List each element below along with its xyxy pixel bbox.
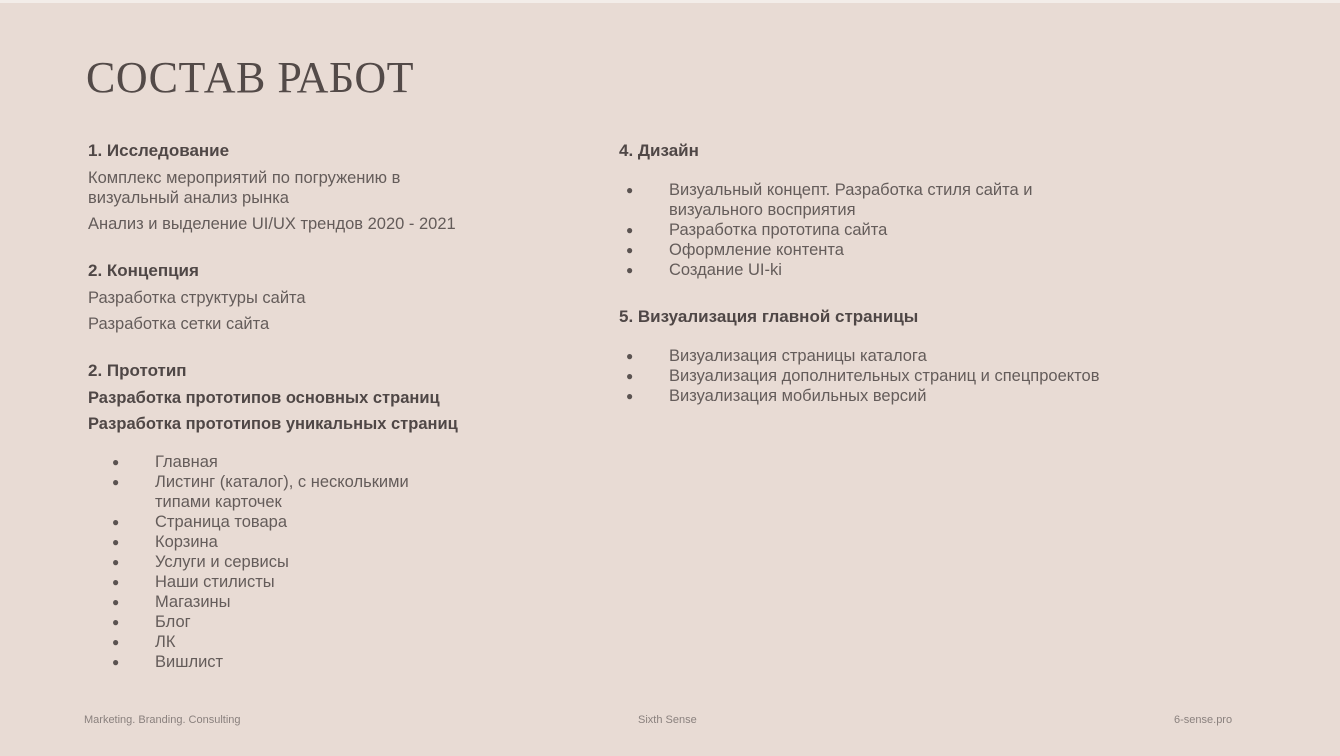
- list-item: [619, 366, 1259, 386]
- section-heading: 2. Концепция: [88, 261, 199, 280]
- bullet-icon: ●: [112, 615, 120, 629]
- section-concept: [88, 260, 568, 334]
- list-item-text: Страница товара: [155, 513, 288, 531]
- list-item-text: Визуальный концепт. Разработка стиля сайта и визуального восприятия: [669, 181, 1033, 219]
- section-text: Анализ и выделение UI/UX трендов 2020 - 2021: [88, 215, 456, 233]
- list-item-text: Визуализация дополнительных страниц и спецпроектов: [669, 367, 1100, 385]
- bullet-icon: ●: [112, 555, 120, 569]
- bullet-icon: ●: [626, 243, 634, 257]
- visualization-list: [619, 346, 1259, 406]
- list-item: [619, 220, 1259, 240]
- list-item-text: Магазины: [155, 593, 231, 611]
- section-heading: 5. Визуализация главной страницы: [619, 307, 919, 326]
- section-design: [619, 140, 1259, 280]
- list-item-text: Визуализация страницы каталога: [669, 347, 927, 365]
- section-heading: 4. Дизайн: [619, 141, 699, 160]
- bullet-icon: ●: [112, 655, 120, 669]
- section-text: Комплекс мероприятий по погружению в визуальный анализ рынка: [88, 169, 401, 207]
- list-item: [619, 240, 1259, 260]
- list-item-text: Наши стилисты: [155, 573, 275, 591]
- footer-website: 6-sense.pro: [1174, 714, 1233, 726]
- list-item-text: Разработка прототипа сайта: [669, 221, 888, 239]
- list-item: [88, 552, 568, 572]
- list-item: [619, 386, 1259, 406]
- list-item-text: Услуги и сервисы: [155, 553, 289, 571]
- prototype-pages-list: [88, 452, 568, 672]
- section-visualization: [619, 306, 1259, 406]
- section-bold-text: Разработка прототипов уникальных страниц: [88, 415, 458, 433]
- top-border: [0, 0, 1340, 3]
- list-item: [88, 592, 568, 612]
- list-item: [619, 346, 1259, 366]
- design-list: [619, 180, 1259, 280]
- list-item: [88, 532, 568, 552]
- list-item: [88, 612, 568, 632]
- section-text: Разработка структуры сайта: [88, 289, 306, 307]
- section-bold-text: Разработка прототипов основных страниц: [88, 389, 440, 407]
- list-item-text: Корзина: [155, 533, 218, 551]
- bullet-icon: ●: [112, 635, 120, 649]
- bullet-icon: ●: [112, 535, 120, 549]
- list-item: [88, 472, 455, 512]
- left-column: [88, 140, 568, 698]
- bullet-icon: ●: [112, 515, 120, 529]
- section-research: [88, 140, 568, 234]
- bullet-icon: ●: [626, 349, 634, 363]
- right-column: [619, 140, 1259, 432]
- list-item: [88, 452, 568, 472]
- list-item-text: Визуализация мобильных версий: [669, 387, 927, 405]
- bullet-icon: ●: [112, 575, 120, 589]
- list-item: [619, 260, 1259, 280]
- list-item-text: Оформление контента: [669, 241, 844, 259]
- bullet-icon: ●: [112, 475, 120, 489]
- bullet-icon: ●: [626, 223, 634, 237]
- section-heading: 2. Прототип: [88, 361, 187, 380]
- list-item-text: Листинг (каталог), с несколькими типами карточек: [155, 473, 409, 511]
- list-item: [88, 572, 568, 592]
- bullet-icon: ●: [112, 595, 120, 609]
- list-item-text: Вишлист: [155, 653, 224, 671]
- list-item-text: ЛК: [155, 633, 176, 651]
- section-text: Разработка сетки сайта: [88, 315, 270, 333]
- bullet-icon: ●: [626, 369, 634, 383]
- list-item: [88, 652, 568, 672]
- bullet-icon: ●: [626, 183, 634, 197]
- list-item: [619, 180, 1109, 220]
- bullet-icon: ●: [112, 455, 120, 469]
- list-item: [88, 512, 568, 532]
- bullet-icon: ●: [626, 389, 634, 403]
- section-prototype: [88, 360, 568, 672]
- footer-tagline: Marketing. Branding. Consulting: [84, 714, 241, 726]
- list-item-text: Блог: [155, 613, 191, 631]
- list-item-text: Создание UI-ki: [669, 261, 782, 279]
- bullet-icon: ●: [626, 263, 634, 277]
- section-heading: 1. Исследование: [88, 141, 230, 160]
- footer-brand: Sixth Sense: [638, 714, 697, 726]
- list-item: [88, 632, 568, 652]
- list-item-text: Главная: [155, 453, 218, 471]
- page-title: СОСТАВ РАБОТ: [86, 53, 415, 102]
